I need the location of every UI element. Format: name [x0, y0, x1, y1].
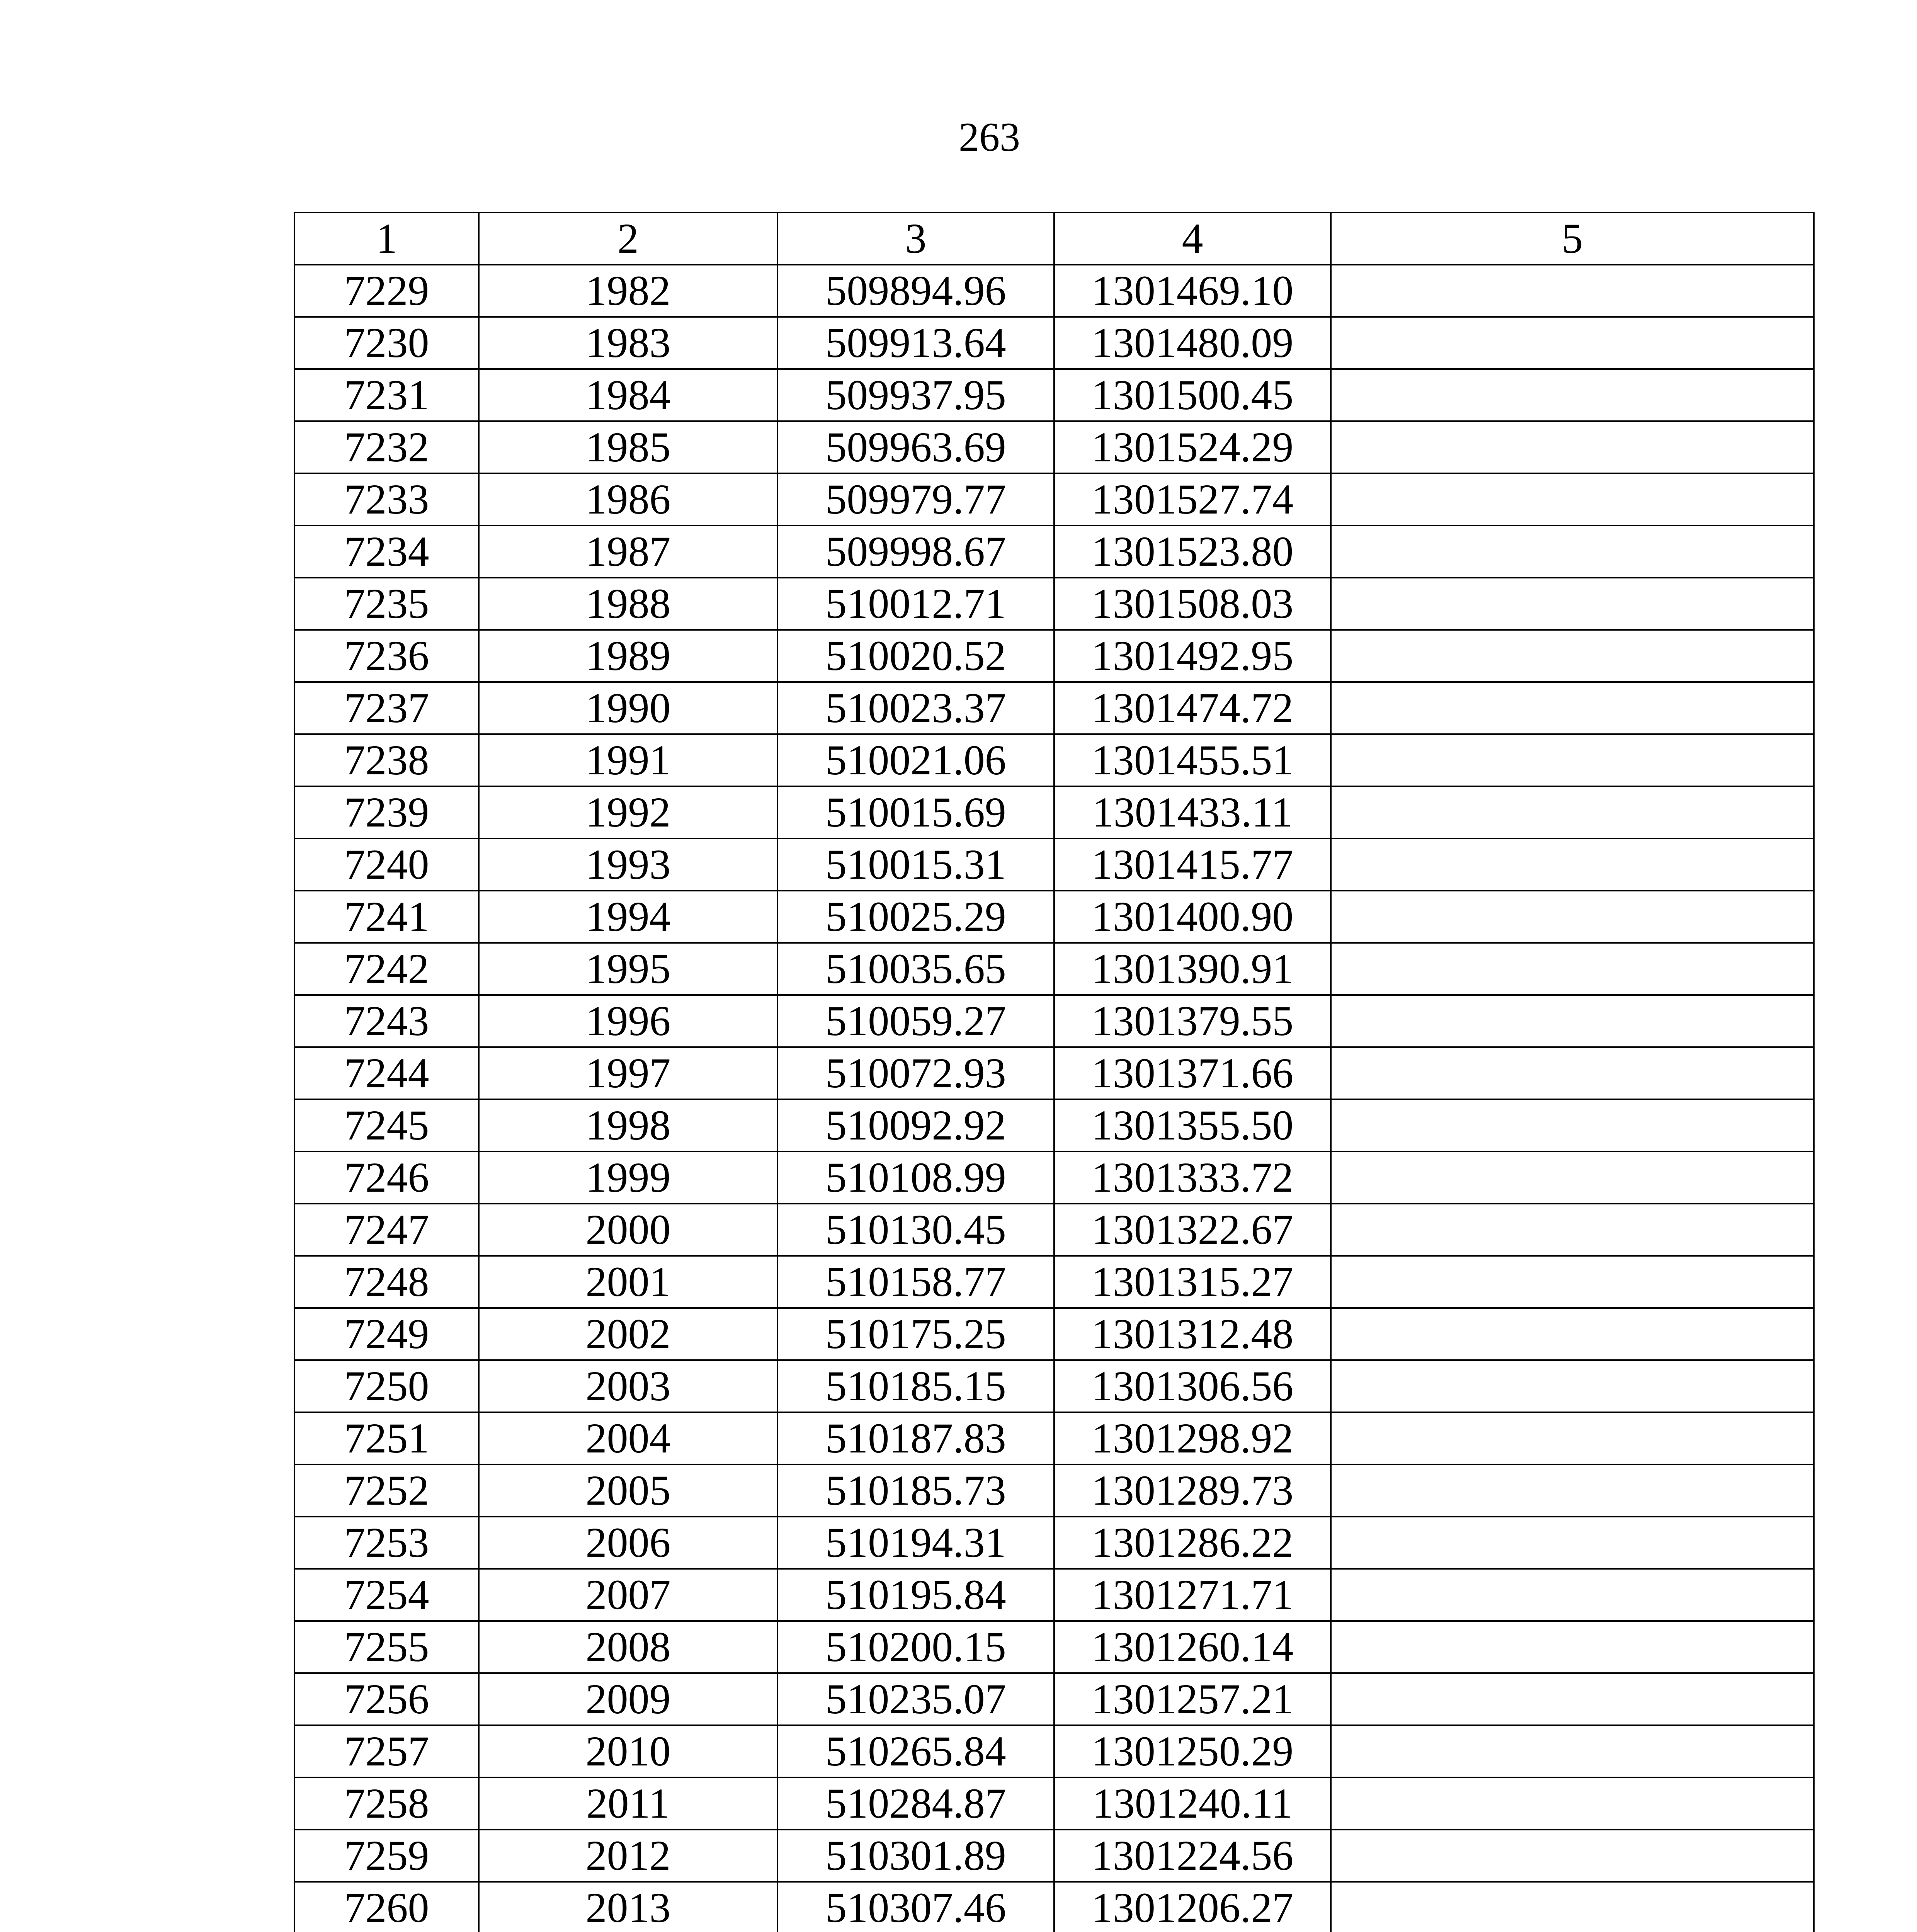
- column-header-1: 1: [294, 213, 479, 265]
- table-cell-col-1: 7230: [294, 317, 479, 369]
- table-cell-col-4: 1301224.56: [1054, 1830, 1331, 1882]
- table-row: [294, 1569, 1814, 1621]
- table-cell-col-2: 2003: [479, 1360, 777, 1412]
- table-cell-col-4: 1301260.14: [1054, 1621, 1331, 1673]
- table-cell-col-3: 510301.89: [777, 1830, 1054, 1882]
- table-cell-col-3: 510284.87: [777, 1777, 1054, 1830]
- table-cell-col-2: 2005: [479, 1464, 777, 1517]
- table-row: [294, 1725, 1814, 1777]
- table-cell-col-3: 510035.65: [777, 943, 1054, 995]
- table-cell-col-3: 510235.07: [777, 1673, 1054, 1725]
- table-cell-col-5: [1331, 1308, 1814, 1360]
- table-cell-col-3: 510158.77: [777, 1256, 1054, 1308]
- table-cell-col-1: 7232: [294, 421, 479, 473]
- table-cell-col-1: 7233: [294, 473, 479, 526]
- table-cell-col-5: [1331, 369, 1814, 421]
- table-cell-col-3: 510175.25: [777, 1308, 1054, 1360]
- table-cell-col-4: 1301433.11: [1054, 786, 1331, 838]
- table-cell-col-1: 7239: [294, 786, 479, 838]
- table-cell-col-2: 2001: [479, 1256, 777, 1308]
- table-row: [294, 1673, 1814, 1725]
- table-cell-col-1: 7259: [294, 1830, 479, 1882]
- table-cell-col-4: 1301480.09: [1054, 317, 1331, 369]
- table-cell-col-3: 510185.15: [777, 1360, 1054, 1412]
- table-cell-col-4: 1301250.29: [1054, 1725, 1331, 1777]
- table-cell-col-3: 510012.71: [777, 578, 1054, 630]
- table-cell-col-2: 1993: [479, 838, 777, 891]
- table-cell-col-1: 7234: [294, 526, 479, 578]
- table-cell-col-1: 7244: [294, 1047, 479, 1099]
- table-cell-col-1: 7254: [294, 1569, 479, 1621]
- table-cell-col-3: 510187.83: [777, 1412, 1054, 1464]
- table-row: [294, 1464, 1814, 1517]
- table-cell-col-4: 1301500.45: [1054, 369, 1331, 421]
- column-header-3: 3: [777, 213, 1054, 265]
- table-cell-col-5: [1331, 317, 1814, 369]
- table-cell-col-3: 510023.37: [777, 682, 1054, 734]
- table-row: [294, 1882, 1814, 1932]
- table-cell-col-1: 7242: [294, 943, 479, 995]
- table-cell-col-5: [1331, 1151, 1814, 1204]
- table-cell-col-4: 1301286.22: [1054, 1517, 1331, 1569]
- table-body: [294, 265, 1814, 1932]
- column-header-2: 2: [479, 213, 777, 265]
- table-cell-col-5: [1331, 734, 1814, 786]
- table-cell-col-5: [1331, 1412, 1814, 1464]
- table-row: [294, 1047, 1814, 1099]
- table-cell-col-1: 7241: [294, 891, 479, 943]
- table-cell-col-2: 2013: [479, 1882, 777, 1932]
- table-cell-col-4: 1301312.48: [1054, 1308, 1331, 1360]
- table-cell-col-4: 1301333.72: [1054, 1151, 1331, 1204]
- coordinates-table: [294, 212, 1815, 1932]
- table-cell-col-2: 1990: [479, 682, 777, 734]
- table-cell-col-4: 1301322.67: [1054, 1204, 1331, 1256]
- table-row: [294, 1830, 1814, 1882]
- table-cell-col-4: 1301415.77: [1054, 838, 1331, 891]
- table-row: [294, 1151, 1814, 1204]
- column-header-5: 5: [1331, 213, 1814, 265]
- table-cell-col-1: 7235: [294, 578, 479, 630]
- table-cell-col-5: [1331, 1882, 1814, 1932]
- table-row: [294, 630, 1814, 682]
- table-cell-col-5: [1331, 995, 1814, 1047]
- table-cell-col-5: [1331, 682, 1814, 734]
- table-cell-col-1: 7236: [294, 630, 479, 682]
- table-cell-col-2: 2012: [479, 1830, 777, 1882]
- table-cell-col-5: [1331, 1099, 1814, 1151]
- table-row: [294, 526, 1814, 578]
- table-cell-col-1: 7238: [294, 734, 479, 786]
- table-row: [294, 369, 1814, 421]
- table-cell-col-4: 1301400.90: [1054, 891, 1331, 943]
- table-cell-col-3: 509963.69: [777, 421, 1054, 473]
- table-cell-col-4: 1301306.56: [1054, 1360, 1331, 1412]
- table-cell-col-3: 510072.93: [777, 1047, 1054, 1099]
- column-header-4: 4: [1054, 213, 1331, 265]
- table-cell-col-5: [1331, 1569, 1814, 1621]
- table-cell-col-2: 1997: [479, 1047, 777, 1099]
- table-cell-col-3: 510108.99: [777, 1151, 1054, 1204]
- table-cell-col-4: 1301206.27: [1054, 1882, 1331, 1932]
- table-row: [294, 891, 1814, 943]
- table-cell-col-3: 510059.27: [777, 995, 1054, 1047]
- table-row: [294, 734, 1814, 786]
- table-cell-col-2: 1994: [479, 891, 777, 943]
- table-row: [294, 473, 1814, 526]
- table-cell-col-5: [1331, 1360, 1814, 1412]
- table-cell-col-1: 7256: [294, 1673, 479, 1725]
- table-cell-col-2: 2010: [479, 1725, 777, 1777]
- table-cell-col-1: 7240: [294, 838, 479, 891]
- table-cell-col-3: 510265.84: [777, 1725, 1054, 1777]
- table-cell-col-1: 7231: [294, 369, 479, 421]
- table-cell-col-4: 1301379.55: [1054, 995, 1331, 1047]
- table-cell-col-3: 510092.92: [777, 1099, 1054, 1151]
- table-cell-col-2: 1996: [479, 995, 777, 1047]
- table-cell-col-5: [1331, 891, 1814, 943]
- table-cell-col-3: 510015.31: [777, 838, 1054, 891]
- table-cell-col-5: [1331, 473, 1814, 526]
- table-cell-col-5: [1331, 265, 1814, 317]
- table-header-row: [294, 213, 1814, 265]
- table-row: [294, 317, 1814, 369]
- table-cell-col-5: [1331, 1725, 1814, 1777]
- table-cell-col-3: 509894.96: [777, 265, 1054, 317]
- table-cell-col-5: [1331, 943, 1814, 995]
- table-cell-col-5: [1331, 1621, 1814, 1673]
- table-cell-col-2: 2004: [479, 1412, 777, 1464]
- table-cell-col-2: 1998: [479, 1099, 777, 1151]
- table-row: [294, 1256, 1814, 1308]
- table-row: [294, 1517, 1814, 1569]
- table-cell-col-2: 1988: [479, 578, 777, 630]
- table-row: [294, 1099, 1814, 1151]
- table-row: [294, 786, 1814, 838]
- table-cell-col-5: [1331, 578, 1814, 630]
- table-cell-col-2: 1987: [479, 526, 777, 578]
- table-row: [294, 1204, 1814, 1256]
- table-row: [294, 1777, 1814, 1830]
- table-cell-col-3: 509979.77: [777, 473, 1054, 526]
- table-cell-col-5: [1331, 1673, 1814, 1725]
- table-cell-col-1: 7249: [294, 1308, 479, 1360]
- table-cell-col-3: 510200.15: [777, 1621, 1054, 1673]
- table-cell-col-3: 510185.73: [777, 1464, 1054, 1517]
- table-row: [294, 1412, 1814, 1464]
- table-row: [294, 1308, 1814, 1360]
- table-cell-col-4: 1301390.91: [1054, 943, 1331, 995]
- table-cell-col-3: 509998.67: [777, 526, 1054, 578]
- table-cell-col-2: 1999: [479, 1151, 777, 1204]
- table-cell-col-2: 1992: [479, 786, 777, 838]
- table-cell-col-4: 1301271.71: [1054, 1569, 1331, 1621]
- table-cell-col-1: 7260: [294, 1882, 479, 1932]
- table-cell-col-3: 510025.29: [777, 891, 1054, 943]
- table-cell-col-5: [1331, 1464, 1814, 1517]
- table-cell-col-5: [1331, 630, 1814, 682]
- table-cell-col-2: 2009: [479, 1673, 777, 1725]
- table-cell-col-4: 1301508.03: [1054, 578, 1331, 630]
- table-cell-col-1: 7253: [294, 1517, 479, 1569]
- table-cell-col-4: 1301315.27: [1054, 1256, 1331, 1308]
- table-cell-col-5: [1331, 526, 1814, 578]
- table-row: [294, 682, 1814, 734]
- table-row: [294, 578, 1814, 630]
- table-cell-col-4: 1301492.95: [1054, 630, 1331, 682]
- table-cell-col-2: 2011: [479, 1777, 777, 1830]
- table-cell-col-4: 1301355.50: [1054, 1099, 1331, 1151]
- table-cell-col-3: 510015.69: [777, 786, 1054, 838]
- table-cell-col-2: 1985: [479, 421, 777, 473]
- table-cell-col-4: 1301298.92: [1054, 1412, 1331, 1464]
- table-cell-col-1: 7247: [294, 1204, 479, 1256]
- table-cell-col-1: 7237: [294, 682, 479, 734]
- table-cell-col-3: 510307.46: [777, 1882, 1054, 1932]
- table-cell-col-3: 510021.06: [777, 734, 1054, 786]
- page-number: 263: [959, 114, 1020, 160]
- table-row: [294, 421, 1814, 473]
- table-row: [294, 995, 1814, 1047]
- table-cell-col-1: 7255: [294, 1621, 479, 1673]
- table-cell-col-2: 1983: [479, 317, 777, 369]
- table-cell-col-5: [1331, 1047, 1814, 1099]
- table-cell-col-2: 2007: [479, 1569, 777, 1621]
- table-cell-col-2: 1984: [479, 369, 777, 421]
- table-cell-col-5: [1331, 1830, 1814, 1882]
- table-cell-col-5: [1331, 1517, 1814, 1569]
- table-cell-col-5: [1331, 838, 1814, 891]
- table-row: [294, 265, 1814, 317]
- table-cell-col-4: 1301524.29: [1054, 421, 1331, 473]
- table-cell-col-5: [1331, 1777, 1814, 1830]
- table-cell-col-3: 510194.31: [777, 1517, 1054, 1569]
- table-cell-col-1: 7246: [294, 1151, 479, 1204]
- table-cell-col-3: 510130.45: [777, 1204, 1054, 1256]
- table-cell-col-5: [1331, 421, 1814, 473]
- table-cell-col-4: 1301371.66: [1054, 1047, 1331, 1099]
- table-row: [294, 1360, 1814, 1412]
- table-row: [294, 838, 1814, 891]
- table-cell-col-1: 7257: [294, 1725, 479, 1777]
- table-cell-col-5: [1331, 786, 1814, 838]
- table-cell-col-3: 509937.95: [777, 369, 1054, 421]
- table-cell-col-1: 7243: [294, 995, 479, 1047]
- table-cell-col-3: 509913.64: [777, 317, 1054, 369]
- table-cell-col-4: 1301527.74: [1054, 473, 1331, 526]
- table-cell-col-1: 7251: [294, 1412, 479, 1464]
- table-cell-col-4: 1301474.72: [1054, 682, 1331, 734]
- table-row: [294, 1621, 1814, 1673]
- table-cell-col-1: 7248: [294, 1256, 479, 1308]
- table-cell-col-3: 510195.84: [777, 1569, 1054, 1621]
- table-cell-col-2: 1991: [479, 734, 777, 786]
- table-cell-col-5: [1331, 1256, 1814, 1308]
- table-cell-col-3: 510020.52: [777, 630, 1054, 682]
- table-cell-col-1: 7250: [294, 1360, 479, 1412]
- table-cell-col-4: 1301257.21: [1054, 1673, 1331, 1725]
- table-cell-col-1: 7258: [294, 1777, 479, 1830]
- table-row: [294, 943, 1814, 995]
- table-cell-col-4: 1301469.10: [1054, 265, 1331, 317]
- table-cell-col-2: 1982: [479, 265, 777, 317]
- table-cell-col-2: 2006: [479, 1517, 777, 1569]
- table-cell-col-1: 7229: [294, 265, 479, 317]
- table-cell-col-2: 2000: [479, 1204, 777, 1256]
- table-cell-col-4: 1301455.51: [1054, 734, 1331, 786]
- table-cell-col-1: 7245: [294, 1099, 479, 1151]
- table-cell-col-2: 1986: [479, 473, 777, 526]
- table-cell-col-2: 2008: [479, 1621, 777, 1673]
- table-cell-col-4: 1301289.73: [1054, 1464, 1331, 1517]
- table-cell-col-4: 1301240.11: [1054, 1777, 1331, 1830]
- table-cell-col-2: 2002: [479, 1308, 777, 1360]
- table-cell-col-2: 1989: [479, 630, 777, 682]
- table-cell-col-2: 1995: [479, 943, 777, 995]
- table-cell-col-5: [1331, 1204, 1814, 1256]
- table-cell-col-4: 1301523.80: [1054, 526, 1331, 578]
- table-cell-col-1: 7252: [294, 1464, 479, 1517]
